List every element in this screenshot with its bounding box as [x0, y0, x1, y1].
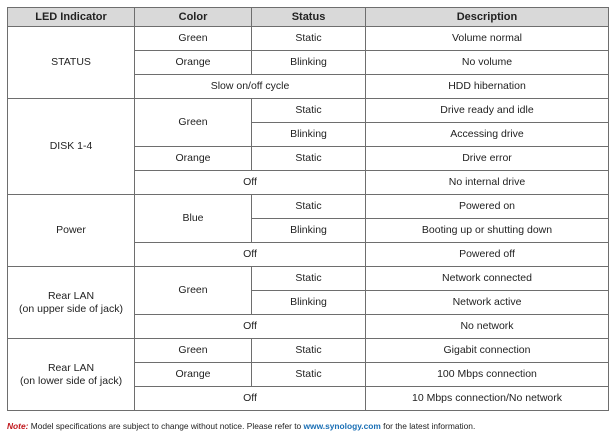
header-status: Status	[252, 8, 366, 27]
note-label: Note:	[7, 421, 29, 431]
color-cell: Green	[135, 267, 252, 315]
color-cell: Green	[135, 339, 252, 363]
header-color: Color	[135, 8, 252, 27]
led-indicator-table	[7, 7, 609, 411]
indicator-disk: DISK 1-4	[8, 99, 135, 195]
indicator-line: (on upper side of jack)	[19, 302, 123, 315]
color-status-cell: Off	[135, 387, 366, 411]
color-cell: Blue	[135, 195, 252, 243]
description-cell: 10 Mbps connection/No network	[366, 387, 609, 411]
description-cell: Powered on	[366, 195, 609, 219]
description-cell: Accessing drive	[366, 123, 609, 147]
status-cell: Static	[252, 147, 366, 171]
indicator-rear-lan-lower	[8, 339, 135, 411]
indicator-line: Rear LAN	[47, 361, 95, 374]
description-cell: Volume normal	[366, 27, 609, 51]
footnote	[7, 421, 475, 431]
description-cell: Drive error	[366, 147, 609, 171]
status-cell: Static	[252, 99, 366, 123]
color-cell: Green	[135, 27, 252, 51]
description-cell: 100 Mbps connection	[366, 363, 609, 387]
description-cell: Network connected	[366, 267, 609, 291]
indicator-line: (on lower side of jack)	[19, 374, 123, 387]
note-text-end: for the latest information.	[380, 421, 476, 431]
status-cell: Static	[252, 27, 366, 51]
description-cell: Powered off	[366, 243, 609, 267]
color-status-cell: Off	[135, 243, 366, 267]
description-cell: Network active	[366, 291, 609, 315]
indicator-line: Rear LAN	[47, 289, 95, 302]
description-cell: No internal drive	[366, 171, 609, 195]
description-cell: Gigabit connection	[366, 339, 609, 363]
indicator-power: Power	[8, 195, 135, 267]
color-cell: Green	[135, 99, 252, 147]
color-status-cell: Off	[135, 315, 366, 339]
status-cell: Static	[252, 363, 366, 387]
table-row	[8, 99, 609, 123]
description-cell: No volume	[366, 51, 609, 75]
note-text: Model specifications are subject to change without notice. Please refer to	[28, 421, 304, 431]
synology-link[interactable]: www.synology.com	[303, 421, 381, 431]
indicator-rear-lan-upper	[8, 267, 135, 339]
status-cell: Static	[252, 195, 366, 219]
indicator-status: STATUS	[8, 27, 135, 99]
table-row	[8, 267, 609, 291]
status-cell: Blinking	[252, 51, 366, 75]
color-cell: Orange	[135, 363, 252, 387]
header-led-indicator: LED Indicator	[8, 8, 135, 27]
description-cell: HDD hibernation	[366, 75, 609, 99]
status-cell: Blinking	[252, 291, 366, 315]
description-cell: Drive ready and idle	[366, 99, 609, 123]
table-row	[8, 339, 609, 363]
status-cell: Static	[252, 339, 366, 363]
header-description: Description	[366, 8, 609, 27]
status-cell: Static	[252, 267, 366, 291]
description-cell: No network	[366, 315, 609, 339]
color-cell: Orange	[135, 147, 252, 171]
status-cell: Blinking	[252, 123, 366, 147]
table-row	[8, 195, 609, 219]
status-cell: Blinking	[252, 219, 366, 243]
table-row	[8, 27, 609, 51]
table-header-row	[8, 8, 609, 27]
color-status-cell: Slow on/off cycle	[135, 75, 366, 99]
color-status-cell: Off	[135, 171, 366, 195]
description-cell: Booting up or shutting down	[366, 219, 609, 243]
color-cell: Orange	[135, 51, 252, 75]
